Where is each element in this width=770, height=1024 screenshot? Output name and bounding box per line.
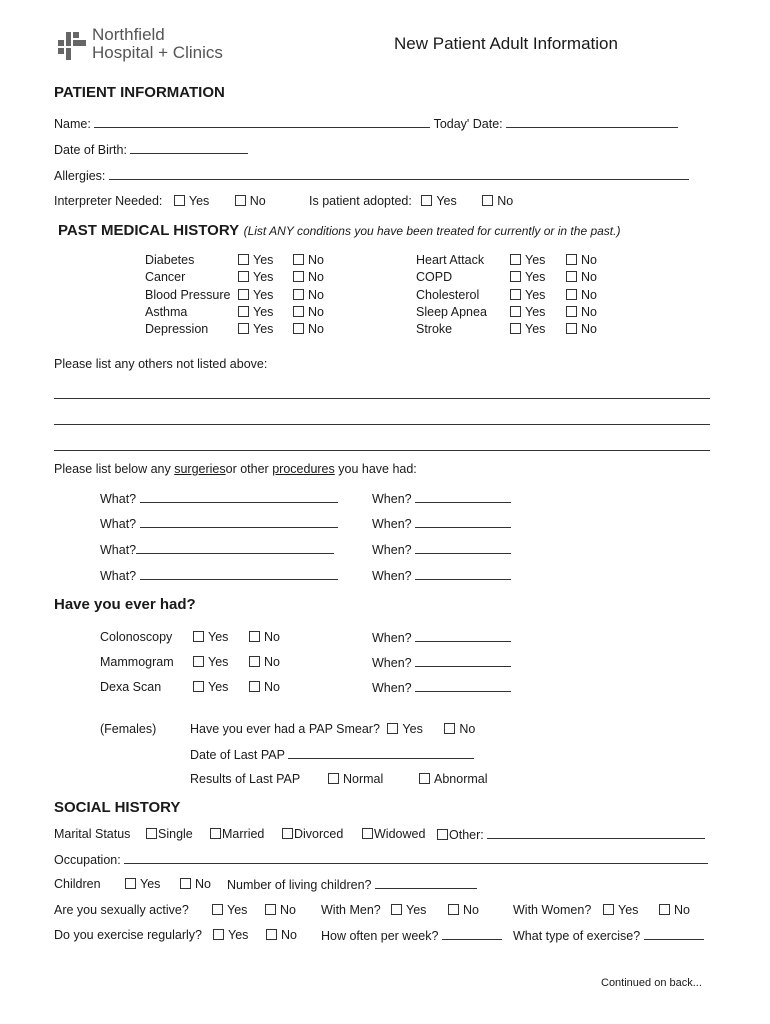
dexa-no-checkbox[interactable] — [249, 681, 260, 692]
adopted-no-checkbox[interactable] — [482, 195, 493, 206]
no-option — [293, 253, 324, 267]
sexually-active-no-checkbox[interactable] — [265, 904, 276, 915]
surgery-what-field[interactable] — [136, 542, 334, 554]
with-women-no-checkbox[interactable] — [659, 904, 670, 915]
diabetes-no-checkbox[interactable] — [293, 254, 304, 265]
surgery-when-1 — [372, 491, 511, 506]
surgery-what-field[interactable] — [140, 516, 338, 528]
asthma-yes-checkbox[interactable] — [238, 306, 249, 317]
yes-option — [193, 680, 228, 694]
single-label: Single — [158, 827, 193, 841]
yes-label: Yes — [228, 928, 249, 942]
exercise-label: Do you exercise regularly? — [54, 928, 202, 942]
surgery-what-1 — [100, 491, 338, 506]
yes-label: Yes — [227, 903, 248, 917]
exam-when-1 — [372, 630, 511, 645]
others-line-1[interactable] — [54, 398, 710, 399]
copd-yes-checkbox[interactable] — [510, 271, 521, 282]
today-date-label: Today' Date: — [433, 117, 503, 131]
with-women-label: With Women? — [513, 903, 592, 917]
no-label: No — [459, 722, 476, 736]
surgery-when-4 — [372, 568, 511, 583]
bp-no-checkbox[interactable] — [293, 289, 304, 300]
yes-option — [193, 630, 228, 644]
how-often-row — [321, 928, 502, 943]
no-option — [566, 322, 597, 336]
no-option — [448, 903, 479, 917]
interpreter-no-checkbox[interactable] — [235, 195, 246, 206]
dob-field[interactable] — [130, 142, 248, 154]
logo-line2: Hospital + Clinics — [92, 43, 223, 62]
pmh-note: (List ANY conditions you have been treated for currently or in the past.) — [243, 224, 621, 238]
yes-option — [238, 270, 273, 284]
widowed-checkbox[interactable] — [362, 828, 373, 839]
normal-label: Normal — [343, 772, 384, 786]
no-label: No — [195, 877, 211, 891]
pmh-item-heart-attack: Heart Attack — [416, 253, 485, 267]
living-children-field[interactable] — [375, 877, 477, 889]
no-label: No — [497, 194, 514, 208]
no-label: No — [581, 253, 597, 267]
pmh-item-diabetes: Diabetes — [145, 253, 195, 267]
yes-label: Yes — [525, 288, 546, 302]
when-label: When? — [372, 492, 412, 506]
others-line-3[interactable] — [54, 450, 710, 451]
no-option — [265, 903, 296, 917]
yes-option — [238, 288, 273, 302]
heart-attack-yes-checkbox[interactable] — [510, 254, 521, 265]
single-checkbox[interactable] — [146, 828, 157, 839]
surgeries-intro — [54, 462, 417, 476]
pap-yes-checkbox[interactable] — [387, 723, 398, 734]
interpreter-yes-checkbox[interactable] — [174, 195, 185, 206]
children-yes-checkbox[interactable] — [125, 878, 136, 889]
surgery-when-field[interactable] — [415, 542, 511, 554]
yes-label: Yes — [140, 877, 161, 891]
name-label: Name: — [54, 117, 91, 131]
children-no-checkbox[interactable] — [180, 878, 191, 889]
yes-label: Yes — [208, 655, 229, 669]
allergies-label: Allergies: — [54, 169, 106, 183]
what-label: What? — [100, 543, 137, 557]
with-men-no-checkbox[interactable] — [448, 904, 459, 915]
yes-label: Yes — [253, 322, 274, 336]
what-label: What? — [100, 517, 137, 531]
stroke-yes-checkbox[interactable] — [510, 323, 521, 334]
females-label: (Females) — [100, 722, 157, 736]
divorced-label: Divorced — [294, 827, 344, 841]
last-pap-date-label: Date of Last PAP — [190, 748, 285, 762]
when-label: When? — [372, 569, 412, 583]
occupation-field[interactable] — [124, 852, 708, 864]
other-field[interactable] — [487, 827, 705, 839]
no-option — [249, 680, 280, 694]
yes-option — [238, 305, 273, 319]
no-option — [566, 253, 597, 267]
pmh-item-blood-pressure: Blood Pressure — [145, 288, 231, 302]
no-option — [249, 655, 280, 669]
surgery-when-field[interactable] — [415, 516, 511, 528]
yes-option — [193, 655, 228, 669]
yes-option — [510, 305, 545, 319]
no-label: No — [581, 288, 597, 302]
pap-normal-checkbox[interactable] — [328, 773, 339, 784]
colonoscopy-yes-checkbox[interactable] — [193, 631, 204, 642]
procedures-word: procedures — [272, 462, 335, 476]
colonoscopy-no-checkbox[interactable] — [249, 631, 260, 642]
adopted-row — [309, 194, 513, 208]
yes-option — [125, 877, 160, 891]
no-option — [293, 288, 324, 302]
pmh-item-stroke: Stroke — [416, 322, 453, 336]
sleep-apnea-yes-checkbox[interactable] — [510, 306, 521, 317]
abnormal-label: Abnormal — [434, 772, 488, 786]
no-label: No — [308, 305, 324, 319]
last-pap-date-field[interactable] — [288, 747, 474, 759]
no-option — [566, 270, 597, 284]
no-option — [566, 305, 597, 319]
interpreter-row — [54, 194, 266, 208]
no-label: No — [308, 288, 324, 302]
yes-label: Yes — [208, 630, 229, 644]
sleep-apnea-no-checkbox[interactable] — [566, 306, 577, 317]
surgery-when-field[interactable] — [415, 491, 511, 503]
when-label: When? — [372, 543, 412, 557]
no-option — [659, 903, 690, 917]
yes-option — [238, 253, 273, 267]
surgery-what-3 — [100, 542, 334, 557]
adopted-label: Is patient adopted: — [309, 194, 412, 208]
no-label: No — [674, 903, 690, 917]
yes-option — [212, 903, 247, 917]
yes-label: Yes — [188, 194, 210, 208]
cancer-no-checkbox[interactable] — [293, 271, 304, 282]
surgeries-word: surgeries — [174, 462, 226, 476]
exercise-yes-checkbox[interactable] — [213, 929, 224, 940]
dob-row — [54, 142, 248, 157]
stroke-no-checkbox[interactable] — [566, 323, 577, 334]
living-children-row — [227, 877, 477, 892]
abnormal-option — [419, 772, 488, 786]
name-field[interactable] — [94, 116, 430, 128]
surgery-what-2 — [100, 516, 338, 531]
name-row — [54, 116, 678, 131]
yes-option — [213, 928, 248, 942]
surgeries-middle: or other — [225, 462, 269, 476]
diabetes-yes-checkbox[interactable] — [238, 254, 249, 265]
how-often-field[interactable] — [442, 928, 502, 940]
widowed-label: Widowed — [374, 827, 426, 841]
pmh-heading-row — [58, 222, 620, 240]
other-option — [437, 827, 705, 842]
with-men-label: With Men? — [321, 903, 381, 917]
no-label: No — [308, 322, 324, 336]
heart-attack-no-checkbox[interactable] — [566, 254, 577, 265]
marital-label: Marital Status — [54, 827, 131, 841]
what-label: What? — [100, 492, 137, 506]
no-label: No — [581, 305, 597, 319]
yes-label: Yes — [525, 270, 546, 284]
with-men-yes-checkbox[interactable] — [391, 904, 402, 915]
occupation-row — [54, 852, 708, 867]
cholesterol-yes-checkbox[interactable] — [510, 289, 521, 300]
depression-yes-checkbox[interactable] — [238, 323, 249, 334]
when-label: When? — [372, 656, 412, 670]
pap-row — [190, 722, 475, 736]
exam-when-field[interactable] — [415, 680, 511, 692]
exam-when-field[interactable] — [415, 655, 511, 667]
yes-label: Yes — [253, 270, 274, 284]
bp-yes-checkbox[interactable] — [238, 289, 249, 300]
surgery-when-field[interactable] — [415, 568, 511, 580]
pmh-item-depression: Depression — [145, 322, 209, 336]
no-option — [293, 322, 324, 336]
surgeries-prefix: Please list below any — [54, 462, 171, 476]
no-option — [293, 270, 324, 284]
exam-when-2 — [372, 655, 511, 670]
depression-no-checkbox[interactable] — [293, 323, 304, 334]
patient-info-heading: PATIENT INFORMATION — [54, 84, 225, 101]
no-label: No — [264, 655, 280, 669]
last-pap-date-row — [190, 747, 474, 762]
sexually-active-yes-checkbox[interactable] — [212, 904, 223, 915]
normal-option — [328, 772, 383, 786]
living-children-label: Number of living children? — [227, 878, 372, 892]
yes-label: Yes — [406, 903, 427, 917]
divorced-checkbox[interactable] — [282, 828, 293, 839]
when-label: When? — [372, 517, 412, 531]
no-label: No — [264, 680, 280, 694]
children-label: Children — [54, 877, 101, 891]
no-label: No — [308, 253, 324, 267]
page-title: New Patient Adult Information — [394, 34, 618, 53]
surgery-what-field[interactable] — [140, 491, 338, 503]
yes-option — [603, 903, 638, 917]
yes-option — [510, 270, 545, 284]
social-history-heading: SOCIAL HISTORY — [54, 799, 181, 816]
yes-label: Yes — [253, 288, 274, 302]
others-label: Please list any others not listed above: — [54, 357, 268, 371]
pmh-item-cancer: Cancer — [145, 270, 186, 284]
no-label: No — [280, 903, 296, 917]
yes-option — [510, 288, 545, 302]
pap-abnormal-checkbox[interactable] — [419, 773, 430, 784]
yes-label: Yes — [402, 722, 423, 736]
mammogram-no-checkbox[interactable] — [249, 656, 260, 667]
when-label: When? — [372, 631, 412, 645]
pap-label: Have you ever had a PAP Smear? — [190, 722, 380, 736]
yes-option — [510, 322, 545, 336]
other-label: Other: — [449, 828, 484, 842]
allergies-row — [54, 168, 689, 183]
logo-line1: Northfield — [92, 25, 165, 44]
surgery-what-field[interactable] — [140, 568, 338, 580]
no-option — [266, 928, 297, 942]
dob-label: Date of Birth: — [54, 143, 127, 157]
married-checkbox[interactable] — [210, 828, 221, 839]
yes-label: Yes — [253, 305, 274, 319]
pmh-item-copd: COPD — [416, 270, 453, 284]
copd-no-checkbox[interactable] — [566, 271, 577, 282]
no-option — [180, 877, 211, 891]
what-label: What? — [100, 569, 137, 583]
no-label: No — [264, 630, 280, 644]
have-you-had-heading: Have you ever had? — [54, 596, 196, 613]
surgeries-suffix: you have had: — [338, 462, 417, 476]
mammogram-yes-checkbox[interactable] — [193, 656, 204, 667]
occupation-label: Occupation: — [54, 853, 121, 867]
surgery-when-2 — [372, 516, 511, 531]
item-colonoscopy: Colonoscopy — [100, 630, 173, 644]
single-option — [146, 827, 193, 841]
no-label: No — [308, 270, 324, 284]
yes-option — [238, 322, 273, 336]
cholesterol-no-checkbox[interactable] — [566, 289, 577, 300]
last-pap-results-row — [190, 772, 300, 786]
pmh-item-sleep-apnea: Sleep Apnea — [416, 305, 487, 319]
exercise-type-field[interactable] — [644, 928, 704, 940]
interpreter-label: Interpreter Needed: — [54, 194, 163, 208]
yes-label: Yes — [208, 680, 229, 694]
cancer-yes-checkbox[interactable] — [238, 271, 249, 282]
no-option — [566, 288, 597, 302]
when-label: When? — [372, 681, 412, 695]
exercise-no-checkbox[interactable] — [266, 929, 277, 940]
exam-when-field[interactable] — [415, 630, 511, 642]
yes-label: Yes — [525, 305, 546, 319]
asthma-no-checkbox[interactable] — [293, 306, 304, 317]
logo-icon — [56, 30, 88, 62]
pmh-item-cholesterol: Cholesterol — [416, 288, 480, 302]
surgery-when-3 — [372, 542, 511, 557]
no-option — [249, 630, 280, 644]
no-label: No — [581, 322, 597, 336]
today-date-field[interactable] — [506, 116, 678, 128]
exam-when-3 — [372, 680, 511, 695]
dexa-yes-checkbox[interactable] — [193, 681, 204, 692]
how-often-label: How often per week? — [321, 929, 439, 943]
yes-label: Yes — [525, 322, 546, 336]
with-women-yes-checkbox[interactable] — [603, 904, 614, 915]
widowed-option — [362, 827, 425, 841]
yes-label: Yes — [525, 253, 546, 267]
sexually-active-label: Are you sexually active? — [54, 903, 189, 917]
no-option — [293, 305, 324, 319]
divorced-option — [282, 827, 343, 841]
other-checkbox[interactable] — [437, 829, 448, 840]
pmh-heading: PAST MEDICAL HISTORY — [58, 222, 240, 239]
pap-no-checkbox[interactable] — [444, 723, 455, 734]
surgery-what-4 — [100, 568, 338, 583]
no-label: No — [581, 270, 597, 284]
yes-option — [510, 253, 545, 267]
exercise-type-row — [513, 928, 704, 943]
allergies-field[interactable] — [109, 168, 689, 180]
no-label: No — [281, 928, 297, 942]
item-mammogram: Mammogram — [100, 655, 174, 669]
continued-note: Continued on back... — [601, 977, 702, 989]
yes-label: Yes — [618, 903, 639, 917]
no-label: No — [249, 194, 266, 208]
item-dexa-scan: Dexa Scan — [100, 680, 162, 694]
others-line-2[interactable] — [54, 424, 710, 425]
exercise-type-label: What type of exercise? — [513, 929, 641, 943]
yes-label: Yes — [436, 194, 457, 208]
yes-option — [391, 903, 426, 917]
adopted-yes-checkbox[interactable] — [421, 195, 432, 206]
no-label: No — [463, 903, 479, 917]
married-option — [210, 827, 264, 841]
last-pap-results-label: Results of Last PAP — [190, 772, 301, 786]
yes-label: Yes — [253, 253, 274, 267]
married-label: Married — [222, 827, 265, 841]
pmh-item-asthma: Asthma — [145, 305, 188, 319]
